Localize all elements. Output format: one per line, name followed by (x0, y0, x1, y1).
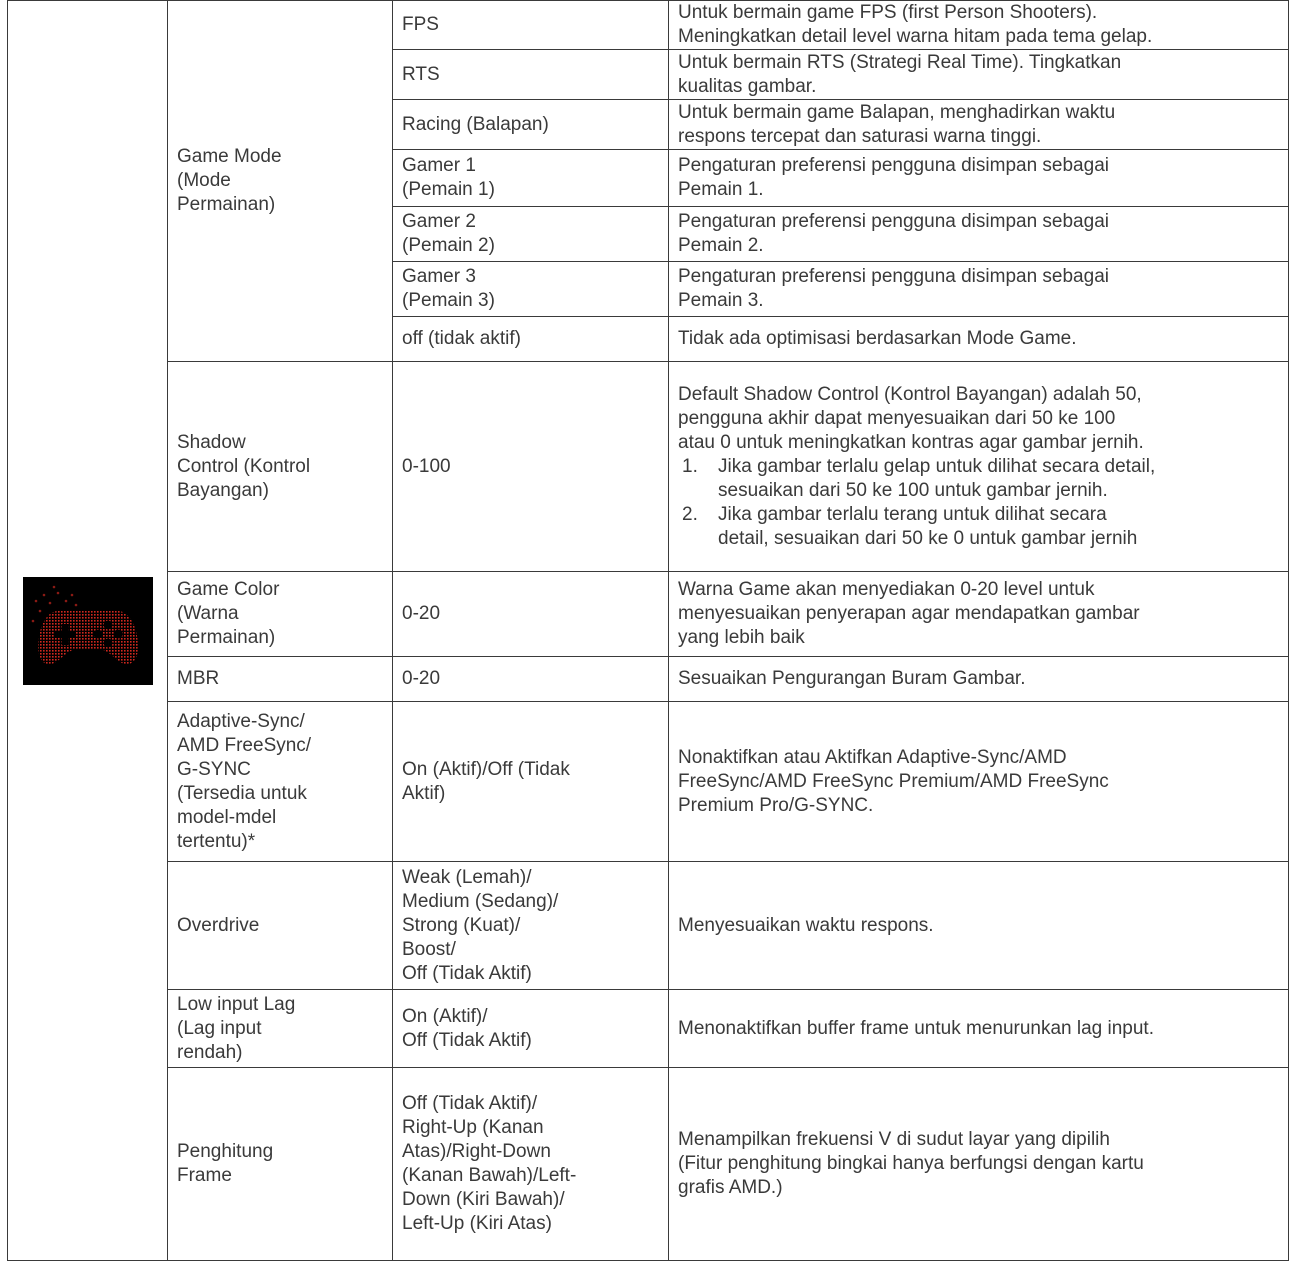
game-color-label: Game Color (Warna Permainan) (168, 572, 393, 657)
game-mode-option: FPS (393, 1, 669, 50)
game-mode-option-desc: Pengaturan preferensi pengguna disimpan sebagai Pemain 3. (669, 262, 1289, 317)
game-mode-option: RTS (393, 50, 669, 100)
game-mode-option-desc: Untuk bermain game Balapan, menghadirkan waktu respons tercepat dan saturasi warna tinggi. (669, 100, 1289, 150)
table-row (8, 702, 1289, 862)
mbr-value: 0-20 (393, 657, 669, 702)
overdrive-value: Weak (Lemah)/ Medium (Sedang)/ Strong (Kuat)/ Boost/ Off (Tidak Aktif) (393, 862, 669, 990)
table-row (8, 1, 1289, 50)
game-mode-option: Gamer 1 (Pemain 1) (393, 150, 669, 207)
table-row (8, 1068, 1289, 1261)
list-item (678, 455, 1280, 503)
game-mode-option-desc: Pengaturan preferensi pengguna disimpan sebagai Pemain 2. (669, 207, 1289, 262)
frame-counter-value: Off (Tidak Aktif)/ Right-Up (Kanan Atas)/Right-Down (Kanan Bawah)/Left- Down (Kiri Bawah)/ Left-Up (Kiri Atas) (393, 1068, 669, 1261)
mbr-label: MBR (168, 657, 393, 702)
game-mode-label: Game Mode (Mode Permainan) (168, 1, 393, 362)
frame-counter-label: Penghitung Frame (168, 1068, 393, 1261)
game-mode-option: Gamer 3 (Pemain 3) (393, 262, 669, 317)
settings-table (7, 0, 1289, 1261)
game-mode-option-desc: Untuk bermain RTS (Strategi Real Time). Tingkatkan kualitas gambar. (669, 50, 1289, 100)
game-color-value: 0-20 (393, 572, 669, 657)
game-mode-option-desc: Tidak ada optimisasi berdasarkan Mode Game. (669, 317, 1289, 362)
table-row (8, 862, 1289, 990)
adaptive-sync-desc: Nonaktifkan atau Aktifkan Adaptive-Sync/AMD FreeSync/AMD FreeSync Premium/AMD FreeSync Premium Pro/G-SYNC. (669, 702, 1289, 862)
list-item-text: Jika gambar terlalu terang untuk dilihat secara detail, sesuaikan dari 50 ke 0 untuk gambar jernih (718, 503, 1138, 549)
game-mode-option: off (tidak aktif) (393, 317, 669, 362)
game-mode-option: Gamer 2 (Pemain 2) (393, 207, 669, 262)
list-item-number: 2. (682, 503, 698, 525)
table-row (8, 362, 1289, 572)
overdrive-label: Overdrive (168, 862, 393, 990)
icon-cell (8, 1, 168, 1261)
mbr-desc: Sesuaikan Pengurangan Buram Gambar. (669, 657, 1289, 702)
game-mode-option-desc: Untuk bermain game FPS (first Person Shooters). Meningkatkan detail level warna hitam pada tema gelap. (669, 1, 1289, 50)
table-row (8, 657, 1289, 702)
list-item-text: Jika gambar terlalu gelap untuk dilihat secara detail, sesuaikan dari 50 ke 100 untuk gambar jernih. (718, 455, 1156, 501)
game-mode-option: Racing (Balapan) (393, 100, 669, 150)
table-row (8, 572, 1289, 657)
list-item-number: 1. (682, 455, 698, 477)
shadow-control-label: Shadow Control (Kontrol Bayangan) (168, 362, 393, 572)
game-mode-option-desc: Pengaturan preferensi pengguna disimpan sebagai Pemain 1. (669, 150, 1289, 207)
low-input-lag-desc: Menonaktifkan buffer frame untuk menurunkan lag input. (669, 990, 1289, 1068)
shadow-control-desc (669, 362, 1289, 572)
shadow-control-list (678, 455, 1280, 551)
adaptive-sync-value: On (Aktif)/Off (Tidak Aktif) (393, 702, 669, 862)
shadow-control-value: 0-100 (393, 362, 669, 572)
shadow-control-intro: Default Shadow Control (Kontrol Bayangan) adalah 50, pengguna akhir dapat menyesuaikan dari 50 ke 100 atau 0 untuk meningkatkan kontras agar gambar jernih. (678, 383, 1144, 453)
overdrive-desc: Menyesuaikan waktu respons. (669, 862, 1289, 990)
game-color-desc: Warna Game akan menyediakan 0-20 level untuk menyesuaikan penyerapan agar mendapatkan gambar yang lebih baik (669, 572, 1289, 657)
low-input-lag-label: Low input Lag (Lag input rendah) (168, 990, 393, 1068)
table-row (8, 990, 1289, 1068)
list-item (678, 503, 1280, 551)
gamepad-icon (23, 577, 153, 685)
low-input-lag-value: On (Aktif)/ Off (Tidak Aktif) (393, 990, 669, 1068)
adaptive-sync-label: Adaptive-Sync/ AMD FreeSync/ G-SYNC (Tersedia untuk model-mdel tertentu)* (168, 702, 393, 862)
frame-counter-desc: Menampilkan frekuensi V di sudut layar yang dipilih (Fitur penghitung bingkai hanya berfungsi dengan kartu grafis AMD.) (669, 1068, 1289, 1261)
